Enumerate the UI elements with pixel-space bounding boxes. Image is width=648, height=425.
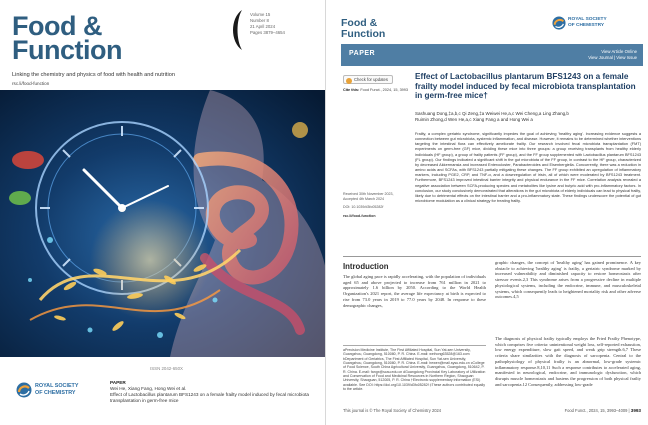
view-article-online-link[interactable]: View Article Online <box>601 49 637 54</box>
citation-line <box>343 88 408 92</box>
article-journal-line1: Food & <box>341 17 378 29</box>
check-for-updates-label: Check for updates <box>354 77 388 82</box>
cover-paper-title: Effect of Lactobacillus plantarum BFS1243 on a female frailty model induced by fecal microbiota transplantation in germ-free mice <box>110 392 309 403</box>
footer-citation-text: Food Funct., 2024, 15, 3993–4009 | <box>564 408 630 413</box>
article-rsc-logo <box>552 16 642 36</box>
view-journal-issue-link[interactable]: View Journal | View Issue <box>588 54 637 60</box>
cover-featured-paper <box>110 380 320 404</box>
cover-issue-info <box>250 12 285 36</box>
cover-rsc-line1: ROYAL SOCIETY <box>35 383 79 389</box>
footer-copyright: This journal is © The Royal Society of Chemistry 2024 <box>343 408 442 413</box>
cover-title-line1: Food & <box>12 11 102 41</box>
article-title: Effect of Lactobacillus plantarum BFS1243 on a female frailty model induced by fecal microbiota transplantation in germ-free mice† <box>415 72 636 101</box>
introduction-heading: Introduction <box>343 262 389 271</box>
cover-url[interactable]: rsc.li/food-function <box>12 81 50 86</box>
article-history <box>343 192 409 219</box>
citation-label: Cite this: <box>343 88 360 92</box>
article-journal-line2: Function <box>341 28 386 40</box>
update-check-icon <box>346 78 352 84</box>
introduction-left-column: The global aging pace is rapidly accelerating, with the population of individuals aged 65 and above projected to increase from 761 million in 2021 to approximately 1.6 billion by 2050. According to the World Health Organization's 2021 report, the average life expectancy at birth is expected to rise from 73.0 years in 2019 to 77.0 years by 2048. In response to these demographic changes, <box>343 274 486 308</box>
accepted-date: Accepted 4th March 2024 <box>343 196 384 201</box>
check-for-updates-button[interactable] <box>343 75 393 84</box>
page-number: 3993 <box>630 408 641 413</box>
cover-title-line2: Function <box>12 35 122 65</box>
rsc-logo-icon <box>16 382 32 398</box>
cover-date: 21 April 2024 <box>250 24 276 29</box>
section-divider <box>343 256 641 257</box>
affiliation-footnotes: aPrecision Medicine Institute, The First Affiliated Hospital, Sun Yat-sen University, Guangzhou, Guangdong, 510080, P. R. China. E-mail: weihong63528@163.com bDepartment of Geriatrics, The First Affiliated Hospital, Sun Yat-sen University, Guangzhou, Guangdong, 510080, P. R. China. E-mail: hewen@mail.sysu.edu.cn cCollege of Food Science, South China Agricultural University, Guangzhou, Guangdong, 510642, P. R. China. E-mail: fangx@scau.edu.cn dGuangdong Provincial Key Laboratory of Utilization and Conservation of Food and Medicinal Resources in Northern Region, Shaoguan University, Shaoguan, 512005, P. R. China †Electronic supplementary information (ESI) available. See DOI: https://doi.org/10.1039/d3fo05282f ‡These authors contributed equally to the article. <box>343 345 486 391</box>
cover-artwork <box>0 90 326 357</box>
article-rsc-line2: OF CHEMISTRY <box>568 22 605 28</box>
introduction-right-column-top: graphic changes, the concept of 'healthy aging' has gained prominence. A key obstacle to achieving 'healthy aging' is frailty, a geriatric syndrome marked by increased vulnerability and diminished capacity to restore homeostasis after stressor events.2,3 This syndrome arises from a progressive decline in multiple physiological systems, including the endocrine, immune, and musculoskeletal systems, which consequently leads to heightened mortality risk and other adverse outcomes.4,5 <box>495 260 641 300</box>
moon-crescent-icon <box>232 8 244 52</box>
view-links <box>588 49 637 60</box>
footer-citation <box>565 408 641 413</box>
cover-pages: Pages 3879–4654 <box>250 30 285 35</box>
cover-rsc-logo <box>16 380 79 408</box>
article-rsc-line1: ROYAL SOCIETY <box>568 17 607 22</box>
authors-line2: Ruimin Zhong,d Wen He,a,c Xiang Fang a and Hong Wei a <box>415 117 533 122</box>
cover-volume: Volume 15 <box>250 12 271 17</box>
cover-rsc-line2: OF CHEMISTRY <box>35 389 76 396</box>
journal-site-link[interactable]: rsc.li/food-function <box>343 214 376 219</box>
article-first-page <box>327 0 648 425</box>
cover-tagline: Linking the chemistry and physics of food with health and nutrition <box>12 72 175 78</box>
article-abstract: Frailty, a complex geriatric syndrome, significantly impedes the goal of achieving 'healthy aging'. Increasing evidence suggests a connection between gut microbiota, systemic inflammation, and disease. However, it remains to be determined whether interventions targeting the intestinal flora can effectively ameliorate frailty. Our research involved fecal microbiota transplantation (FMT) experiments on germ-free (GF) mice, dividing these mice into three groups: a group receiving transplants from healthy elderly individuals (HF group), a group of frailty patients (FF group), and the FF group supplemented with Lactobacillus plantarum BFS1243 (FL group). Our findings indicated a significant shift in the gut microbiota of the FF group, in contrast to the HF group, characterized by decreased Akkermansia and increased Enterocloster, Parabacteroides and Eisenbergiella. Concurrently, there was a reduction in amino acids and SCFAs, with BFS1243 partially mitigating these changes. The FF group exhibited an upregulation of inflammatory markers, including PGE2, CRP, and TNF-α, and a downregulation of irisin, all of which were moderated by BFS1243 treatment. Furthermore, BFS1243 improved intestinal barrier integrity and physical endurance in the FF mice. Correlation analysis revealed a negative association between SCFA-producing species and metabolites like lysine and butyric acid with pro-inflammatory factors. In conclusion, our study conclusively demonstrated that alterations in the gut microbiota of elderly individuals can lead to physical frailty, likely due to detrimental effects on the intestinal barrier and a pro-inflammatory state. These findings underscore the potential of gut microbiome modulation as a clinical strategy for treating frailty. <box>415 132 641 204</box>
citation-text: Food Funct., 2024, 15, 3993 <box>360 88 409 92</box>
article-doi[interactable]: DOI: 10.1039/d3fo05282f <box>343 204 384 209</box>
cover-paper-label: PAPER <box>110 380 126 385</box>
cover-number: Number 8 <box>250 18 269 23</box>
received-date: Received 30th November 2023, <box>343 192 394 196</box>
authors-line1: Sashuang Dong,‡a,b,c Qi Zeng,‡a Weiwei He,a,c Wei Cheng,a Ling Zhang,b <box>415 111 569 116</box>
paper-type-label: PAPER <box>349 50 376 57</box>
cover-paper-authors: Wei He, Xiang Fang, Hong Wei et al. <box>110 386 187 391</box>
article-authors <box>415 111 641 123</box>
paper-type-bar <box>341 44 643 66</box>
article-journal-name <box>341 18 385 40</box>
rsc-logo-icon <box>552 16 566 30</box>
cover-issn: ISSN 2042-650X <box>150 366 183 371</box>
introduction-right-column-bottom: The diagnosis of physical frailty typically employs the Fried Frailty Phenotype, which comprises five criteria: unintentional weight loss, self-reported exhaustion, low energy expenditure, slow gait speed, and weak grip strength.6,7 These criteria share similarities with the diagnosis of sarcopenia. Central to the pathophysiology of physical frailty is an abnormal, low-grade systemic inflammatory response.8,10,11 Such a response contributes to accelerated aging, manifested in neurological, endocrine, and immunologic dysfunction, which disrupts muscle homeostasis and hastens the progression of both physical frailty and sarcopenia.12 Consequently, addressing low-grade <box>495 336 641 387</box>
cover-journal-title <box>12 11 122 65</box>
